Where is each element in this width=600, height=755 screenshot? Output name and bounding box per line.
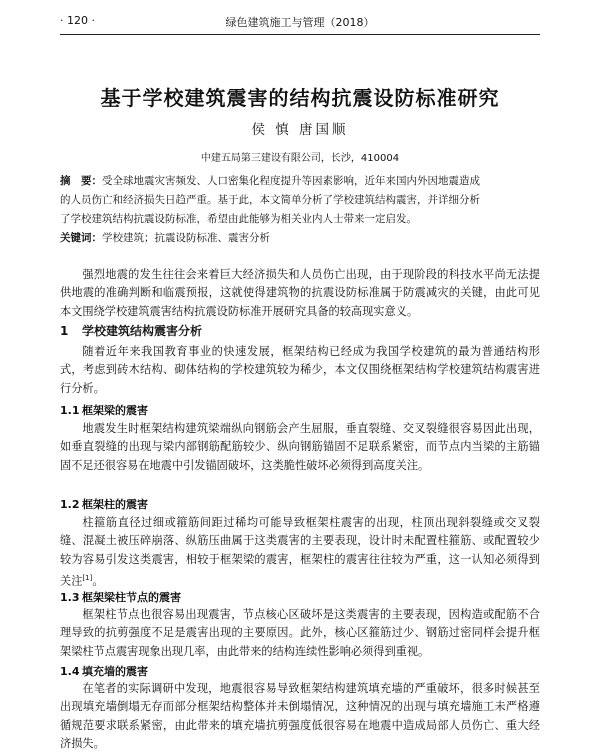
abstract-line: 了学校建筑结构抗震设防标准，希望由此能够为相关业内人士带来一定启发。: [60, 213, 417, 225]
keywords-label: 关键词：: [60, 232, 102, 244]
page-number: · 120 ·: [60, 14, 95, 27]
subsection-heading: 1.3 框架梁柱节点的震害: [60, 591, 181, 604]
sub2-paragraph: 柱箍筋直径过细或箍筋间距过稀均可能导致框架柱震害的出现，柱顶出现斜裂缝或交叉裂缝、混凝土被压碎崩落、纵筋压曲属于这类震害的主要表现，设计时未配置柱箍筋、或配置较少较为容易引发这类震害，相较于框架梁的震害，框架柱的震害往往较为严重，这一认知必须得到关注[1]。: [60, 516, 540, 588]
abstract-label: 摘 要：: [60, 175, 102, 187]
running-header: [60, 14, 540, 30]
authors: 侯 慎 唐国顺: [251, 122, 349, 138]
sub3-paragraph: 框架柱节点也很容易出现震害，节点核心区破坏是这类震害的主要表现，因构造或配筋不合理导致的抗剪强度不足是震害出现的主要原因。此外，核心区箍筋过少、钢筋过密同样会提升框架梁柱节点震害现象出现几率，由此带来的结构连续性影响必须得到重视。: [60, 608, 540, 658]
section1-paragraph: 随着近年来我国教育事业的快速发展，框架结构已经成为我国学校建筑的最为普通结构形式，考虑到砖木结构、砌体结构的学校建筑较为稀少，本文仅围绕框架结构学校建筑结构震害进行分析。: [60, 345, 540, 395]
citation: [1]: [82, 573, 93, 582]
subsection-heading: 1.2 框架柱的震害: [60, 498, 148, 511]
sub4-paragraph: 在笔者的实际调研中发现，地震很容易导致框架结构建筑填充墙的严重破坏，很多时候甚至出现填充墙倒塌无存而部分框架结构整体并未倒塌情况，这种情况的出现与填充墙施工未严格遵循规范要求联系紧密，由此带来的填充墙抗剪强度低很容易在地震中造成局部人员伤亡、重大经济损失。: [60, 682, 540, 750]
paper-title: 基于学校建筑震害的结构抗震设防标准研究: [100, 86, 500, 110]
keywords: 学校建筑；抗震设防标准、震害分析: [102, 232, 270, 244]
header-rule: [60, 34, 540, 35]
intro-paragraph: 强烈地震的发生往往会来着巨大经济损失和人员伤亡出现，由于现阶段的科技水平尚无法提供地震的准确判断和临震预报，这就使得建筑物的抗震设防标准属于防震减灾的关键，由此可见本文围绕学校建筑震害结构抗震设防标准开展研究具备的较高现实意义。: [60, 268, 540, 318]
affiliation: 中建五局第三建设有限公司，长沙，410004: [200, 153, 400, 164]
abstract-line: [60, 173, 540, 188]
section-heading: 1 学校建筑结构震害分析: [60, 324, 203, 338]
sub1-paragraph: 地震发生时框架结构建筑梁端纵向钢筋会产生屈服，垂直裂缝、交叉裂缝很容易因此出现，如垂直裂缝的出现与梁内部钢筋配筋较少、纵向钢筋锚固不足联系紧密，而节点内当梁的主筋锚固不足还很容易在地震中引发锚固破坏，这类脆性破坏必须得到高度关注。: [60, 422, 540, 472]
journal-name: 绿色建筑施工与管理（2018）: [225, 16, 375, 29]
subsection-heading: 1.4 填充墙的震害: [60, 665, 148, 678]
subsection-heading: 1.1 框架梁的震害: [60, 404, 148, 417]
abstract-text: 受全球地震灾害频发、人口密集化程度提升等因素影响，近年来国内外因地震造成: [102, 175, 480, 187]
keywords-line: [60, 230, 540, 245]
abstract-line: 的人员伤亡和经济损失日趋严重。基于此，本文简单分析了学校建筑结构震害，并详细分析: [60, 194, 480, 206]
